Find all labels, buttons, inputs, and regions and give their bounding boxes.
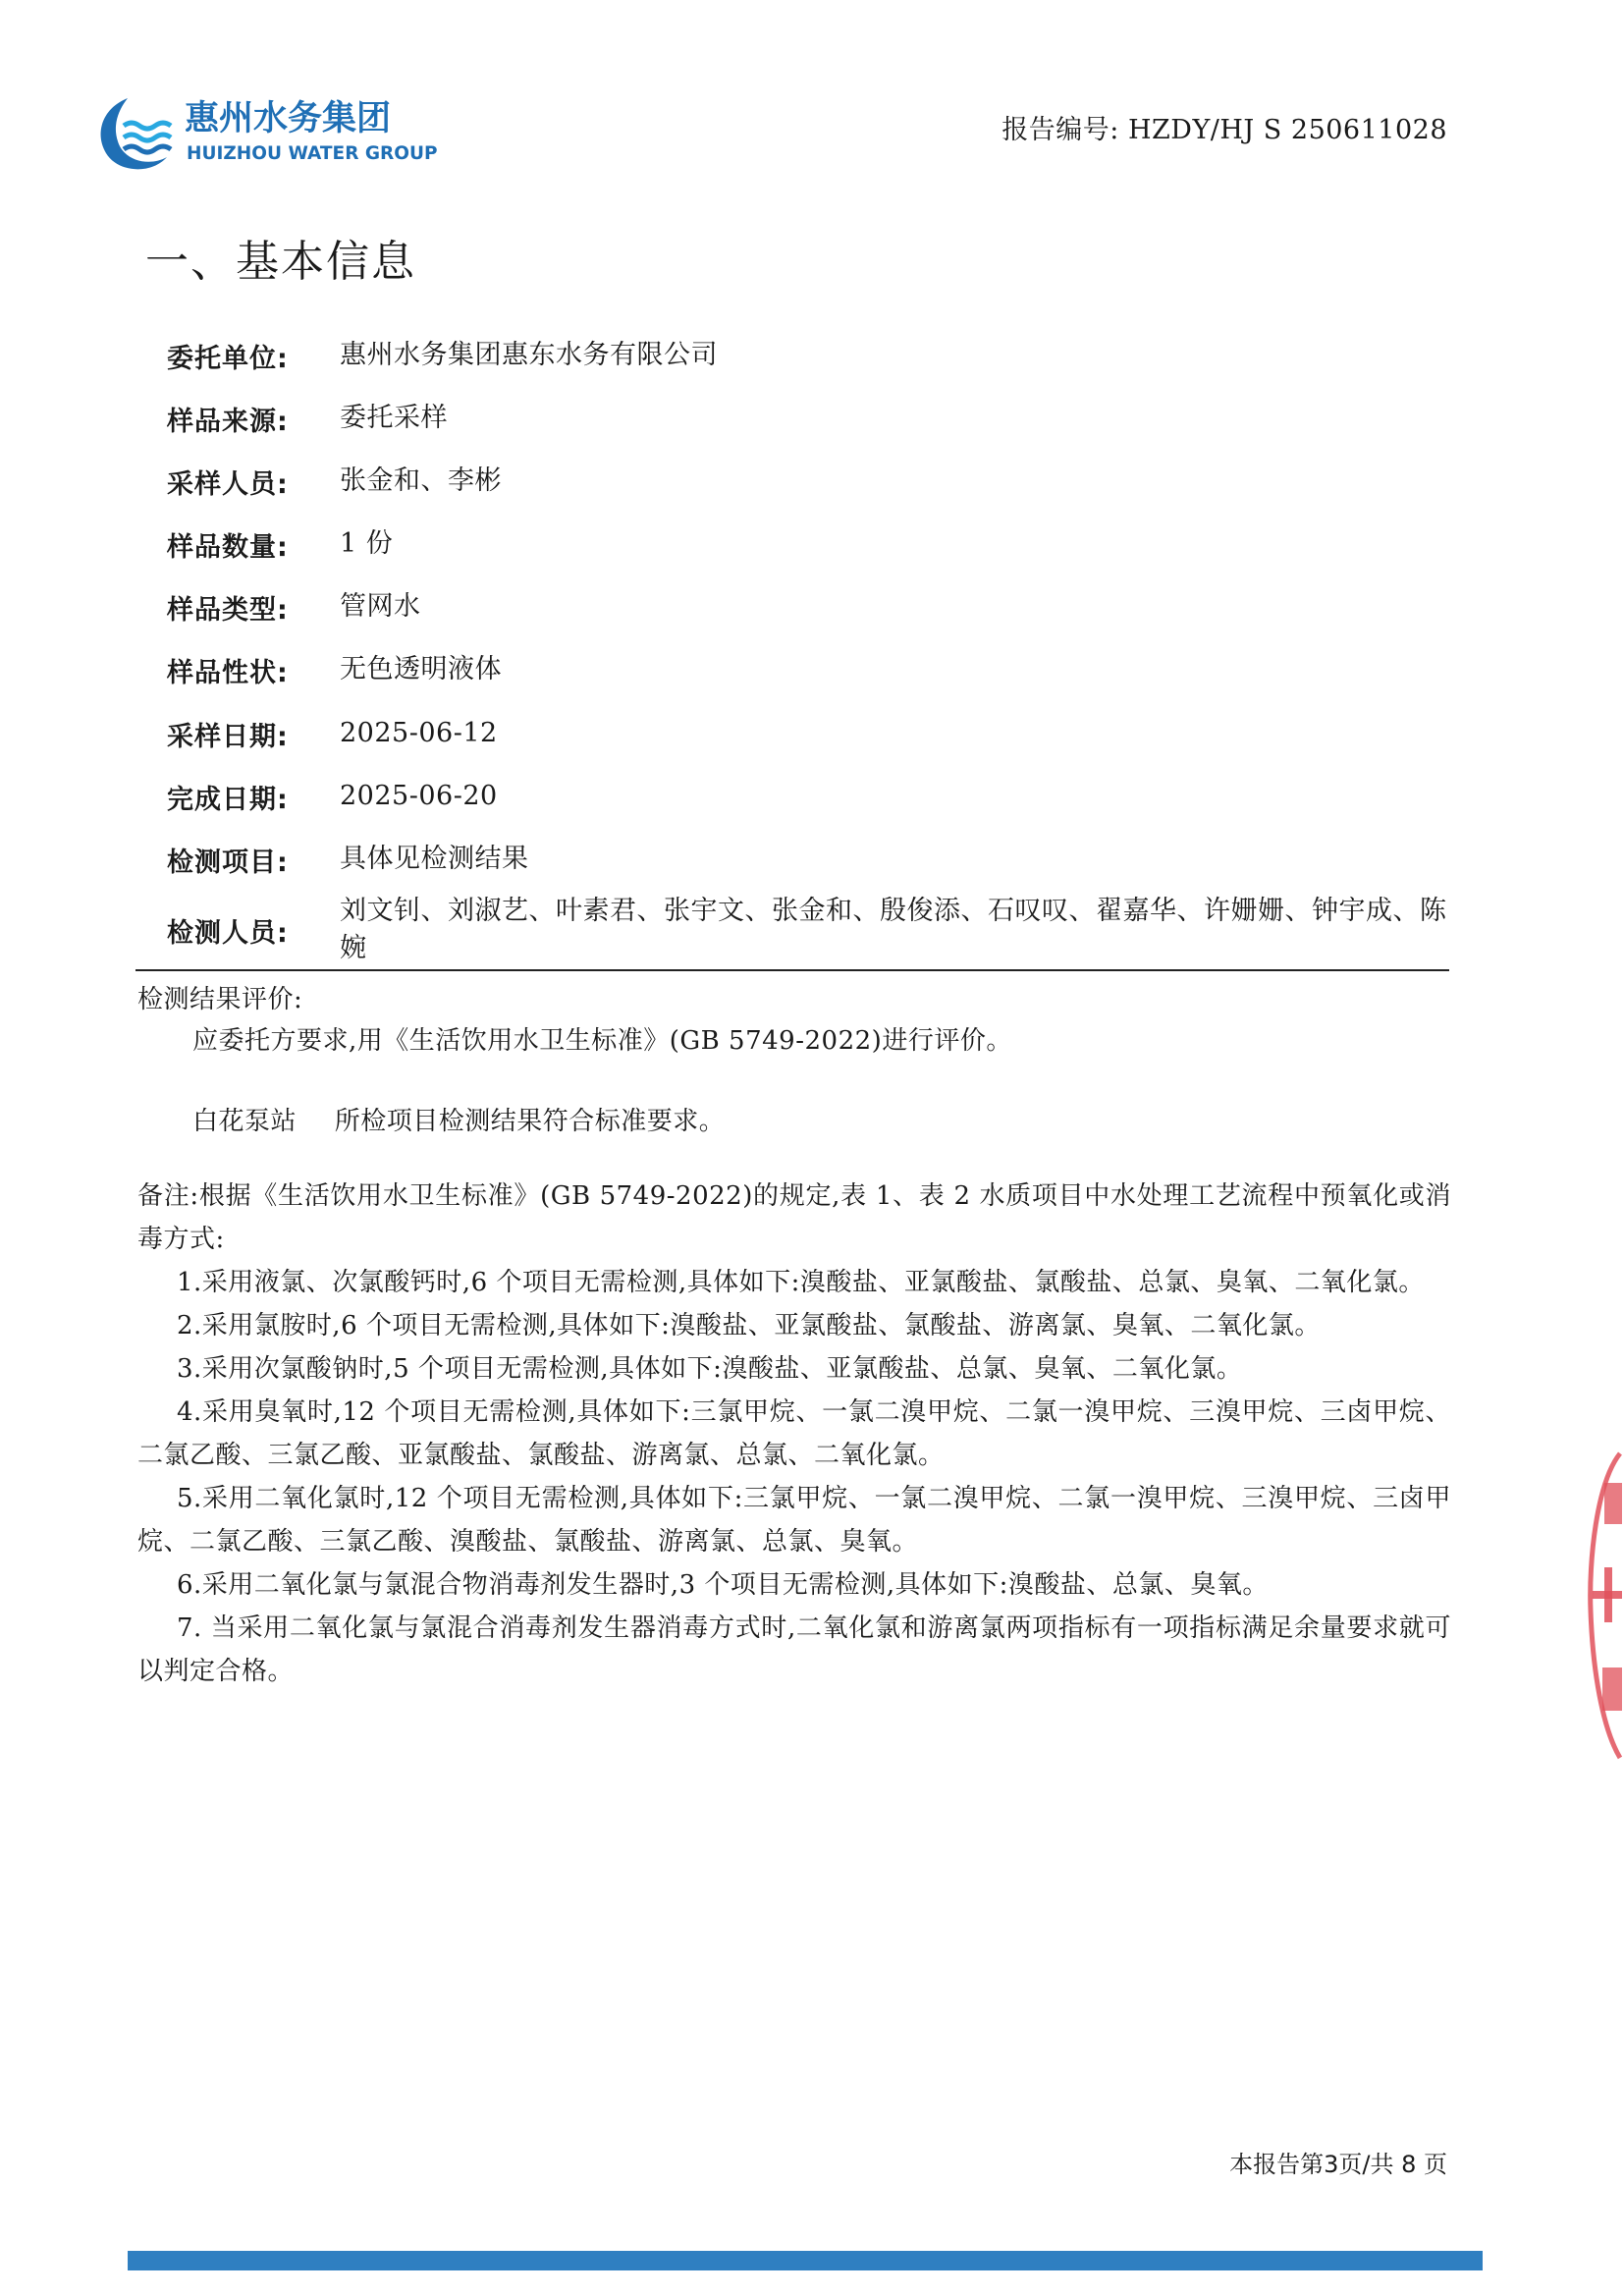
evaluation-result xyxy=(192,1100,725,1143)
info-row-testers xyxy=(167,891,1453,969)
report-number xyxy=(1001,108,1447,146)
info-value: 1 份 xyxy=(340,528,394,559)
info-row-test-items xyxy=(167,841,1453,879)
info-label: 样品数量: xyxy=(167,532,289,563)
notes-item: 4.采用臭氧时,12 个项目无需检测,具体如下:三氯甲烷、一氯二溴甲烷、二氯一溴甲烷、三溴甲烷、三卤甲烷、二氯乙酸、三氯乙酸、亚氯酸盐、氯酸盐、游离氯、总氯、二氧化氯。 xyxy=(137,1397,1451,1470)
info-label: 样品来源: xyxy=(167,407,289,437)
logo-cn-text: 惠州水务集团 xyxy=(185,99,392,138)
notes-item: 5.采用二氧化氯时,12 个项目无需检测,具体如下:三氯甲烷、一氯二溴甲烷、二氯一溴甲烷、三溴甲烷、三卤甲烷、二氯乙酸、三氯乙酸、溴酸盐、氯酸盐、游离氯、总氯、臭氧。 xyxy=(137,1484,1451,1557)
info-value: 惠州水务集团惠东水务有限公司 xyxy=(340,340,718,370)
info-row-sample-appearance xyxy=(167,651,1453,689)
info-row-sample-type xyxy=(167,588,1453,627)
info-row-client xyxy=(167,337,1453,375)
evaluation-standard: 应委托方要求,用《生活饮用水卫生标准》(GB 5749-2022)进行评价。 xyxy=(192,1026,1012,1056)
info-label: 委托单位: xyxy=(167,344,289,374)
info-row-sampling-date xyxy=(167,715,1453,753)
info-row-sample-source xyxy=(167,400,1453,438)
info-value: 具体见检测结果 xyxy=(340,844,529,874)
station-name: 白花泵站 xyxy=(192,1107,298,1136)
notes-item: 6.采用二氧化氯与氯混合物消毒剂发生器时,3 个项目无需检测,具体如下:溴酸盐、总氯、臭氧。 xyxy=(177,1570,1269,1600)
page-number: 本报告第3页/共 8 页 xyxy=(1229,2151,1447,2178)
notes-item: 1.采用液氯、次氯酸钙时,6 个项目无需检测,具体如下:溴酸盐、亚氯酸盐、氯酸盐、总氯、臭氧、二氧化氯。 xyxy=(177,1268,1425,1297)
info-value: 刘文钊、刘淑艺、叶素君、张宇文、张金和、殷俊添、石叹叹、翟嘉华、许姗姗、钟宇成、陈婉 xyxy=(340,896,1447,963)
company-logo xyxy=(90,90,444,175)
evaluation-label: 检测结果评价: xyxy=(137,985,303,1014)
water-drop-icon xyxy=(101,98,171,169)
info-row-sample-quantity xyxy=(167,525,1453,564)
info-value: 2025-06-12 xyxy=(340,718,498,748)
section-title: 一、基本信息 xyxy=(145,237,416,287)
divider xyxy=(135,969,1449,971)
info-value: 管网水 xyxy=(340,591,421,622)
info-label: 检测项目: xyxy=(167,847,289,878)
info-label: 采样人员: xyxy=(167,469,289,500)
notes xyxy=(137,1175,1451,1693)
info-label: 样品性状: xyxy=(167,658,289,688)
result-text: 所检项目检测结果符合标准要求。 xyxy=(334,1107,726,1136)
info-value: 2025-06-20 xyxy=(340,781,498,811)
info-row-samplers xyxy=(167,463,1453,501)
info-label: 样品类型: xyxy=(167,595,289,626)
notes-intro: 备注:根据《生活饮用水卫生标准》(GB 5749-2022)的规定,表 1、表 2 水质项目中水处理工艺流程中预氧化或消毒方式: xyxy=(137,1181,1451,1254)
notes-item: 3.采用次氯酸钠时,5 个项目无需检测,具体如下:溴酸盐、亚氯酸盐、总氯、臭氧、二氧化氯。 xyxy=(177,1354,1243,1384)
report-number-value: HZDY/HJ S 250611028 xyxy=(1127,115,1447,145)
notes-item: 2.采用氯胺时,6 个项目无需检测,具体如下:溴酸盐、亚氯酸盐、氯酸盐、游离氯、臭氧、二氧化氯。 xyxy=(177,1311,1321,1340)
info-label: 完成日期: xyxy=(167,785,289,815)
seal-stamp xyxy=(1567,1444,1624,1768)
info-label: 采样日期: xyxy=(167,722,289,752)
info-value: 张金和、李彬 xyxy=(340,465,502,496)
info-value: 委托采样 xyxy=(340,403,448,433)
report-number-label: 报告编号: xyxy=(1001,115,1119,145)
info-label: 检测人员: xyxy=(167,917,289,949)
footer-bar xyxy=(128,2251,1483,2270)
logo-en-text: HUIZHOU WATER GROUP xyxy=(187,143,438,164)
notes-item: 7. 当采用二氧化氯与氯混合消毒剂发生器消毒方式时,二氧化氯和游离氯两项指标有一项指标满足余量要求就可以判定合格。 xyxy=(137,1613,1451,1686)
info-value: 无色透明液体 xyxy=(340,654,502,684)
info-row-completion-date xyxy=(167,778,1453,816)
